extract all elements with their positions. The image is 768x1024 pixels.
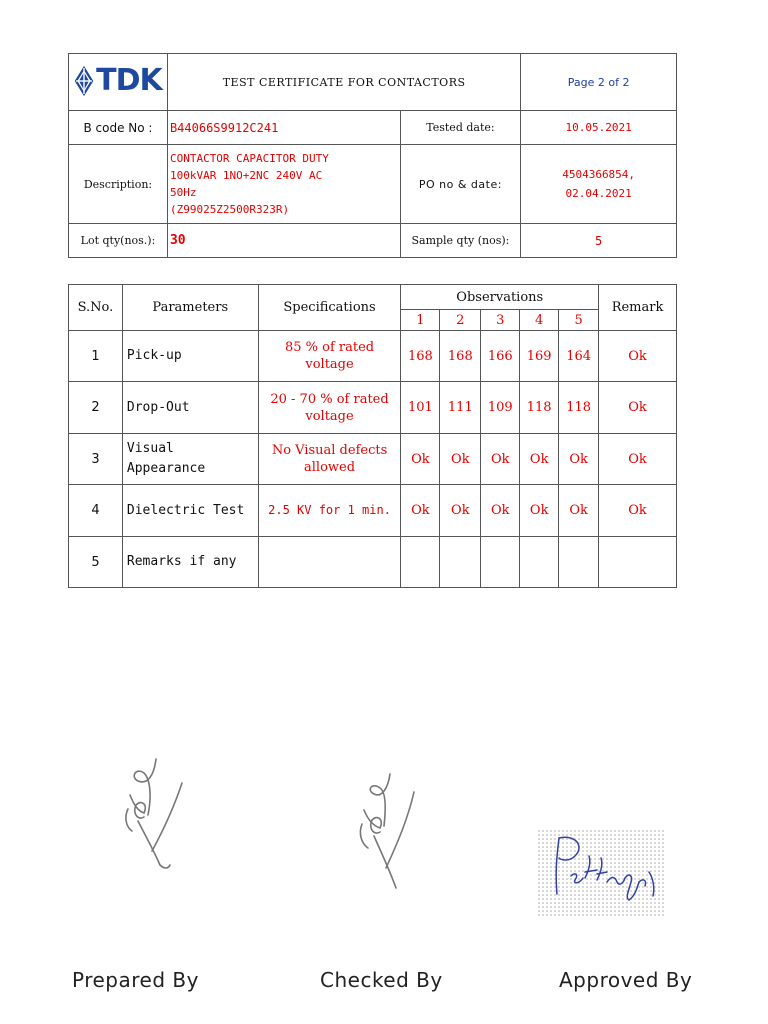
tested-date-label: Tested date:	[400, 111, 521, 145]
col-header-sno: S.No.	[69, 285, 123, 331]
po-number: 4504366854,	[562, 168, 636, 181]
bcode-value: B44066S9912C241	[167, 111, 400, 145]
spec-line: 20 - 70 % of rated	[270, 391, 389, 407]
observation-value: 164	[559, 331, 599, 382]
row-parameter	[122, 331, 258, 382]
description-line: 50Hz	[169, 186, 197, 199]
description-value	[167, 145, 400, 224]
approved-by-label: Approved By	[559, 968, 693, 992]
row-sno: 5	[69, 537, 123, 588]
tdk-logo	[74, 62, 162, 98]
row-sno: 4	[69, 485, 123, 537]
col-header-parameters: Parameters	[122, 285, 258, 331]
col-header-specifications: Specifications	[258, 285, 401, 331]
parameter-line: Drop-Out	[126, 399, 190, 415]
obs-index: 1	[401, 310, 440, 331]
observation-value	[559, 537, 599, 588]
obs-index: 3	[481, 310, 520, 331]
row-remark	[599, 537, 677, 588]
observation-value: 109	[481, 382, 520, 434]
row-specification	[258, 537, 401, 588]
table-row	[69, 382, 677, 434]
description-line: 100kVAR 1NO+2NC 240V AC	[169, 169, 323, 182]
spec-line: voltage	[305, 408, 354, 424]
spec-line: 2.5 KV for 1 min.	[268, 503, 391, 517]
tested-date-value: 10.05.2021	[521, 111, 677, 145]
observation-value: Ok	[401, 485, 440, 537]
observation-value: Ok	[559, 485, 599, 537]
row-parameter	[122, 382, 258, 434]
row-remark: Ok	[599, 434, 677, 485]
row-parameter	[122, 485, 258, 537]
observation-table	[68, 284, 677, 588]
logo-cell	[69, 54, 168, 111]
observation-value: Ok	[481, 485, 520, 537]
row-sno: 2	[69, 382, 123, 434]
page-number: Page 2 of 2	[521, 54, 677, 111]
logo-text: TDK	[96, 62, 162, 98]
obs-index: 2	[440, 310, 481, 331]
description-line: CONTACTOR CAPACITOR DUTY	[169, 152, 329, 165]
lot-qty-label: Lot qty(nos.):	[69, 224, 168, 258]
row-specification	[258, 485, 401, 537]
row-parameter	[122, 537, 258, 588]
row-remark: Ok	[599, 331, 677, 382]
observation-value: 111	[440, 382, 481, 434]
observation-value: Ok	[520, 434, 559, 485]
po-date: 02.04.2021	[565, 187, 632, 200]
row-remark: Ok	[599, 382, 677, 434]
signature-checked-icon	[346, 770, 436, 895]
observation-value: Ok	[440, 485, 481, 537]
observation-value	[520, 537, 559, 588]
bcode-label: B code No :	[69, 111, 168, 145]
spec-line: No Visual defects	[271, 443, 388, 458]
observation-value: Ok	[520, 485, 559, 537]
parameter-line: Remarks if any	[126, 554, 237, 569]
observation-value	[481, 537, 520, 588]
certificate-header-table	[68, 53, 677, 258]
row-specification	[258, 331, 401, 382]
spec-line: allowed	[304, 460, 356, 475]
observation-value	[440, 537, 481, 588]
observation-value: Ok	[559, 434, 599, 485]
table-row	[69, 537, 677, 588]
table-row	[69, 434, 677, 485]
sample-qty-value: 5	[521, 224, 677, 258]
row-specification	[258, 434, 401, 485]
table-row	[69, 331, 677, 382]
obs-index: 5	[559, 310, 599, 331]
parameter-line: Dielectric Test	[126, 502, 245, 518]
sample-qty-label: Sample qty (nos):	[400, 224, 521, 258]
row-sno: 1	[69, 331, 123, 382]
row-specification	[258, 382, 401, 434]
spec-line: 85 % of rated	[284, 340, 375, 355]
signature-approved-icon	[545, 832, 665, 912]
observation-value: 168	[401, 331, 440, 382]
observation-value: 166	[481, 331, 520, 382]
spec-line: voltage	[305, 357, 354, 372]
obs-index: 4	[520, 310, 559, 331]
observation-value: 101	[401, 382, 440, 434]
observation-value: 168	[440, 331, 481, 382]
page-title: TEST CERTIFICATE FOR CONTACTORS	[167, 54, 520, 111]
checked-by-label: Checked By	[320, 968, 443, 992]
col-header-remark: Remark	[599, 285, 677, 331]
observation-value	[401, 537, 440, 588]
observation-value: Ok	[440, 434, 481, 485]
row-remark: Ok	[599, 485, 677, 537]
parameter-line: Appearance	[126, 461, 206, 476]
po-value	[521, 145, 677, 224]
observation-value: Ok	[481, 434, 520, 485]
po-label: PO no & date:	[400, 145, 521, 224]
observation-value: Ok	[401, 434, 440, 485]
observation-value: 118	[559, 382, 599, 434]
row-parameter	[122, 434, 258, 485]
description-line: (Z99025Z2500R323R)	[169, 203, 290, 216]
observation-value: 118	[520, 382, 559, 434]
parameter-line: Visual	[126, 441, 174, 456]
lot-qty-value: 30	[167, 224, 400, 258]
description-label: Description:	[69, 145, 168, 224]
table-row	[69, 485, 677, 537]
tdk-logo-icon	[74, 66, 94, 96]
row-sno: 3	[69, 434, 123, 485]
col-header-observations: Observations	[401, 285, 599, 310]
prepared-by-label: Prepared By	[72, 968, 199, 992]
parameter-line: Pick-up	[126, 348, 182, 363]
signature-prepared-icon	[108, 755, 198, 875]
observation-value: 169	[520, 331, 559, 382]
